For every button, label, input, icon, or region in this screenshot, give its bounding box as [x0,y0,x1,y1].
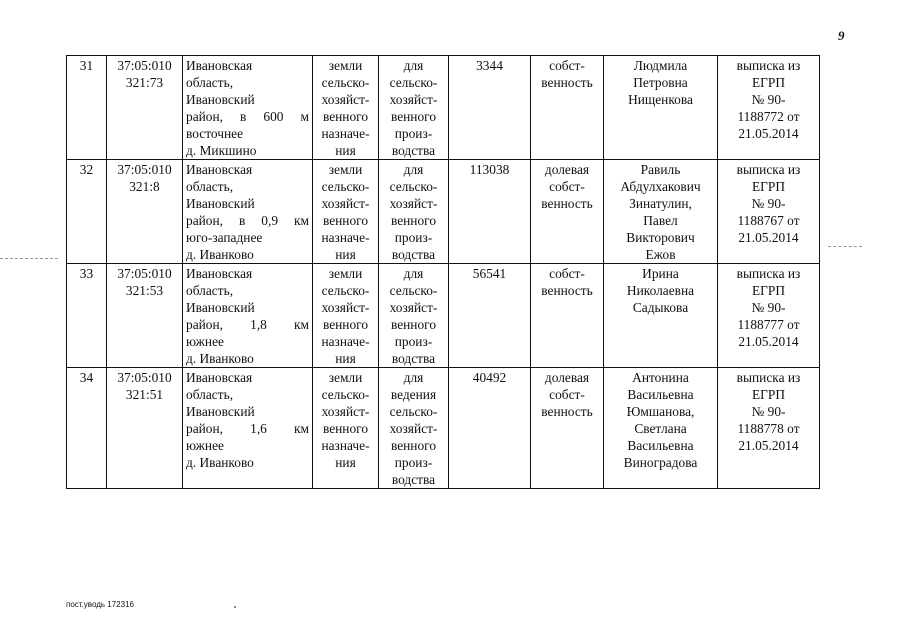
owner-line: Садыкова [632,300,689,315]
land-category-line: сельско- [321,283,370,298]
location-line: Ивановский [186,300,255,315]
land-plots-table [66,55,820,489]
owner-line: Петровна [633,75,688,90]
permitted-use-line: для [403,266,424,281]
permitted-use-line: хозяйст- [389,300,438,315]
area-cell [449,56,531,160]
scan-mark-left [0,258,58,259]
permitted-use-line: венного [390,213,437,228]
document-line: ЕГРП [751,179,786,194]
land-category-line: ния [335,351,356,366]
scan-speck [234,606,236,608]
area-value: 113038 [469,162,510,177]
row-number-cell [67,56,107,160]
owner-line: Антонина [632,370,689,385]
land-category-line: хозяйст- [321,92,370,107]
cadastral-number-line: 321:51 [125,387,164,402]
location-cell [183,368,313,489]
footer-note: пост.уводь 172316 [66,600,134,609]
right-type-cell [531,368,604,489]
right-type-line: долевая [544,162,590,177]
location-line: район, в 0,9 км [186,213,309,228]
document-line: ЕГРП [751,387,786,402]
scan-mark-right [828,246,862,247]
cadastral-number-cell [107,160,183,264]
land-category-line: назначе- [321,438,370,453]
document-line: 1188777 от [737,317,800,332]
cadastral-number-line: 321:73 [125,75,164,90]
location-line: д. Иванково [186,455,254,470]
right-type-line: венность [541,75,593,90]
permitted-use-cell [379,160,449,264]
permitted-use-line: хозяйст- [389,196,438,211]
permitted-use-line: водства [391,247,436,262]
land-category-line: назначе- [321,334,370,349]
permitted-use-line: произ- [394,230,433,245]
location-line: юго-западнее [186,230,263,245]
right-type-cell [531,264,604,368]
location-cell [183,264,313,368]
document-cell [718,160,820,264]
table-row [67,368,820,489]
area-value: 40492 [472,370,507,385]
document-line: 21.05.2014 [738,438,799,453]
permitted-use-line: для [403,370,424,385]
right-type-line: венность [541,196,593,211]
cadastral-number-cell [107,368,183,489]
location-cell [183,160,313,264]
document-line: 21.05.2014 [738,334,799,349]
location-line: Ивановский [186,92,255,107]
document-line: 21.05.2014 [738,126,799,141]
right-type-line: собст- [549,266,585,281]
location-line: д. Иванково [186,351,254,366]
owner-line: Нищенкова [628,92,693,107]
document-line: ЕГРП [751,283,786,298]
land-category-line: ния [335,455,356,470]
land-category-line: сельско- [321,387,370,402]
location-line: Ивановская [186,162,253,177]
land-category-line: сельско- [321,75,370,90]
document-line: 1188772 от [737,109,800,124]
permitted-use-line: произ- [394,455,433,470]
cadastral-number-line: 37:05:010 [117,58,172,73]
document-line: 1188767 от [737,213,800,228]
permitted-use-cell [379,56,449,160]
document-line: 1188778 от [737,421,800,436]
land-category-line: ния [335,143,356,158]
right-type-line: собст- [549,58,585,73]
right-type-cell [531,56,604,160]
location-line: Ивановский [186,196,255,211]
owner-line: Виноградова [623,455,698,470]
owner-line: Зинатулин, [629,196,692,211]
permitted-use-line: хозяйст- [389,92,438,107]
permitted-use-line: сельско- [389,404,438,419]
owner-line: Юмшанова, [626,404,695,419]
land-category-line: хозяйст- [321,300,370,315]
document-line: № 90- [751,300,786,315]
table-row [67,264,820,368]
land-category-line: венного [322,109,369,124]
land-category-line: земли [328,370,363,385]
permitted-use-line: венного [390,109,437,124]
right-type-line: долевая [544,370,590,385]
location-line: д. Иванково [186,247,254,262]
land-category-line: земли [328,162,363,177]
row-number-cell [67,160,107,264]
land-category-line: сельско- [321,179,370,194]
table-row [67,160,820,264]
cadastral-number-cell [107,264,183,368]
land-category-line: венного [322,317,369,332]
permitted-use-line: водства [391,351,436,366]
land-category-line: назначе- [321,126,370,141]
location-line: восточнее [186,126,244,141]
location-line: Ивановская [186,266,253,281]
land-category-line: ния [335,247,356,262]
document-line: № 90- [751,404,786,419]
owner-line: Ирина [642,266,679,281]
owner-line: Викторович [626,230,695,245]
owner-line: Абдулхакович [620,179,701,194]
permitted-use-line: водства [391,472,436,487]
location-cell [183,56,313,160]
permitted-use-line: сельско- [389,75,438,90]
row-number-cell [67,368,107,489]
permitted-use-line: венного [390,317,437,332]
cadastral-number-line: 37:05:010 [117,162,172,177]
permitted-use-line: ведения [390,387,437,402]
location-line: район, в 600 м [186,109,309,124]
document-line: выписка из [736,162,801,177]
location-line: д. Микшино [186,143,257,158]
document-cell [718,56,820,160]
land-category-line: венного [322,213,369,228]
land-category-line: хозяйст- [321,196,370,211]
table-row [67,56,820,160]
location-line: южнее [186,438,224,453]
right-type-line: венность [541,283,593,298]
document-line: 21.05.2014 [738,230,799,245]
permitted-use-line: произ- [394,126,433,141]
location-line: Ивановская [186,58,253,73]
cadastral-number-cell [107,56,183,160]
permitted-use-line: для [403,162,424,177]
land-category-cell [313,368,379,489]
permitted-use-line: сельско- [389,179,438,194]
cadastral-number-line: 37:05:010 [117,370,172,385]
owner-line: Равиль [640,162,681,177]
owner-line: Николаевна [626,283,695,298]
permitted-use-line: для [403,58,424,73]
area-cell [449,160,531,264]
owner-line: Васильевна [627,438,694,453]
land-category-cell [313,160,379,264]
owner-line: Светлана [634,421,687,436]
right-type-line: собст- [549,179,585,194]
document-line: выписка из [736,58,801,73]
right-type-line: венность [541,404,593,419]
right-type-line: собст- [549,387,585,402]
document-line: № 90- [751,196,786,211]
page-number: 9 [838,28,845,43]
document-line: выписка из [736,266,801,281]
land-category-line: хозяйст- [321,404,370,419]
owner-line: Павел [643,213,678,228]
permitted-use-line: хозяйст- [389,421,438,436]
document-line: выписка из [736,370,801,385]
row-number-value: 32 [79,162,94,177]
document-line: № 90- [751,92,786,107]
location-line: район, 1,8 км [186,317,309,332]
area-cell [449,264,531,368]
cadastral-number-line: 37:05:010 [117,266,172,281]
document-line: ЕГРП [751,75,786,90]
row-number-cell [67,264,107,368]
row-number-value: 31 [79,58,94,73]
area-value: 56541 [472,266,507,281]
location-line: Ивановский [186,404,255,419]
location-line: область, [186,387,234,402]
document-cell [718,368,820,489]
permitted-use-line: водства [391,143,436,158]
location-line: район, 1,6 км [186,421,309,436]
area-cell [449,368,531,489]
owner-line: Ежов [645,247,676,262]
permitted-use-line: сельско- [389,283,438,298]
row-number-value: 34 [79,370,94,385]
owner-cell [604,160,718,264]
area-value: 3344 [476,58,503,73]
document-cell [718,264,820,368]
right-type-cell [531,160,604,264]
location-line: область, [186,75,234,90]
land-category-line: назначе- [321,230,370,245]
owner-line: Людмила [633,58,688,73]
permitted-use-line: произ- [394,334,433,349]
owner-cell [604,56,718,160]
cadastral-number-line: 321:8 [129,179,160,194]
row-number-value: 33 [79,266,94,281]
permitted-use-cell [379,368,449,489]
cadastral-number-line: 321:53 [125,283,164,298]
permitted-use-cell [379,264,449,368]
land-category-line: земли [328,58,363,73]
land-category-line: венного [322,421,369,436]
owner-cell [604,264,718,368]
location-line: область, [186,179,234,194]
permitted-use-line: венного [390,438,437,453]
land-category-cell [313,56,379,160]
owner-cell [604,368,718,489]
location-line: южнее [186,334,224,349]
land-category-line: земли [328,266,363,281]
owner-line: Васильевна [627,387,694,402]
land-category-cell [313,264,379,368]
location-line: область, [186,283,234,298]
location-line: Ивановская [186,370,253,385]
